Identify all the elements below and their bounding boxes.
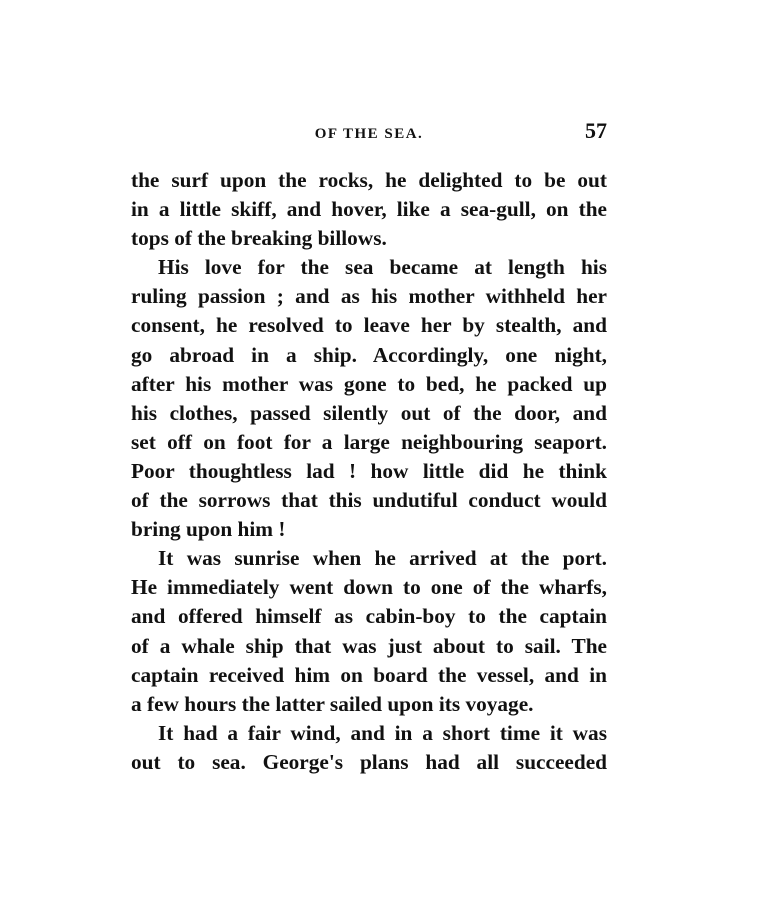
- page-number: 57: [585, 118, 607, 143]
- text-line: of a whale ship that was just about to sail. The: [131, 633, 607, 658]
- text-line: out to sea. George's plans had all succeeded: [131, 749, 607, 774]
- text-line: ruling passion ; and as his mother withheld her: [131, 284, 607, 309]
- text-line: in a little skiff, and hover, like a sea-gull, on the: [131, 197, 607, 222]
- text-line: the surf upon the rocks, he delighted to be out: [131, 168, 607, 192]
- text-line: It was sunrise when he arrived at the port.: [158, 546, 607, 571]
- text-line: captain received him on board the vessel, and in: [131, 662, 607, 687]
- text-line: after his mother was gone to bed, he packed up: [131, 371, 607, 396]
- text-line: his clothes, passed silently out of the door, and: [131, 400, 607, 425]
- text-line: tops of the breaking billows.: [131, 226, 387, 251]
- text-line: and offered himself as cabin-boy to the captain: [131, 604, 607, 629]
- text-line: bring upon him !: [131, 517, 286, 542]
- text-line: go abroad in a ship. Accordingly, one night,: [131, 342, 607, 367]
- body-text: [131, 166, 607, 777]
- running-head: [131, 118, 607, 148]
- text-line: a few hours the latter sailed upon its voyage.: [131, 691, 534, 716]
- text-line: consent, he resolved to leave her by stealth, and: [131, 313, 607, 338]
- text-line: His love for the sea became at length his: [158, 255, 607, 280]
- text-line: It had a fair wind, and in a short time it was: [158, 720, 607, 745]
- running-head-title: OF THE SEA.: [314, 126, 424, 142]
- text-line: of the sorrows that this undutiful conduct would: [131, 488, 607, 513]
- text-line: set off on foot for a large neighbouring seaport.: [131, 429, 607, 454]
- text-line: He immediately went down to one of the wharfs,: [131, 575, 607, 600]
- text-line: Poor thoughtless lad ! how little did he think: [131, 458, 607, 483]
